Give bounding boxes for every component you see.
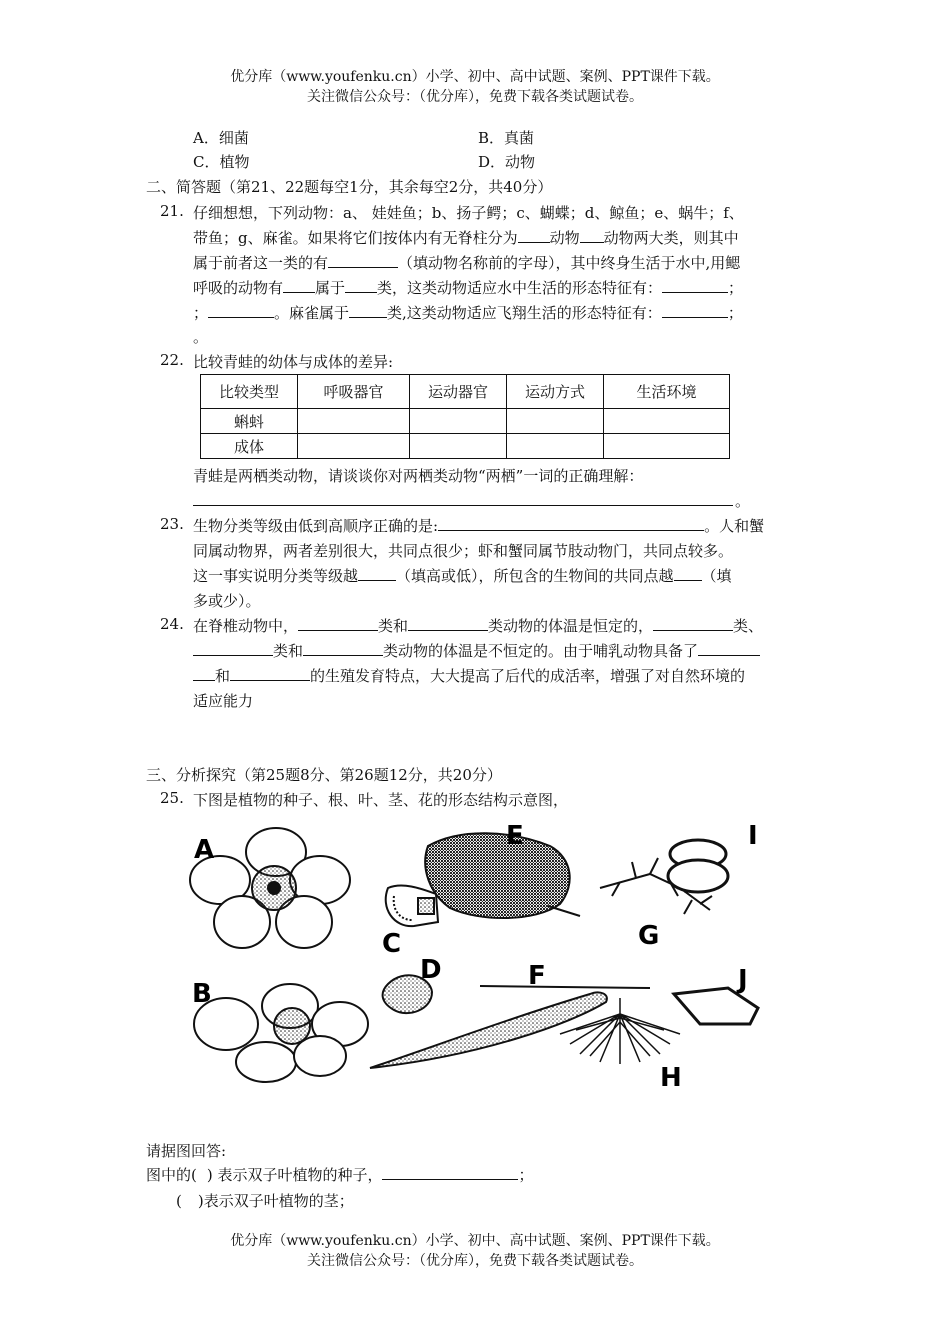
blank[interactable] [518, 228, 550, 243]
table-cell[interactable] [298, 434, 410, 459]
blank[interactable] [193, 666, 215, 681]
blank[interactable] [182, 1192, 198, 1206]
q25-line2: ( )表示双子叶植物的茎； [176, 1192, 354, 1210]
figure-label-c: C [382, 929, 402, 959]
flower-b-icon [194, 984, 368, 1082]
figure-label-b: B [192, 979, 212, 1009]
option-a: A．细菌 [193, 129, 249, 147]
blank[interactable] [438, 516, 704, 531]
q22-question: 青蛙是两栖类动物，请谈谈你对两栖类动物“两栖”一词的正确理解： [193, 467, 644, 485]
option-d: D．动物 [478, 153, 536, 171]
q23-line3: 这一事实说明分类等级越 （填高或低），所包含的生物间的共同点越 （填 [193, 567, 732, 585]
figure-label-d: D [420, 955, 442, 985]
comparison-table [200, 374, 730, 459]
q22-number: 22. [160, 351, 184, 369]
seed-c-icon [386, 886, 438, 927]
q24-line3: 和 的生殖发育特点，大大提高了后代的成活率，增强了对自然环境的 [193, 665, 745, 686]
page-footer-line1: 优分库（www.youfenku.cn）小学、初中、高中试题、案例、PPT课件下载。 [230, 1233, 720, 1249]
q21-number: 21. [160, 202, 184, 220]
table-cell[interactable] [298, 409, 410, 434]
blank[interactable] [662, 278, 728, 293]
figure-label-h: H [660, 1063, 682, 1093]
blank[interactable] [298, 616, 378, 631]
q25-line1: 图中的( ) 表示双子叶植物的种子， ； [146, 1166, 534, 1184]
q24-number: 24. [160, 615, 184, 633]
q25-intro: 下图是植物的种子、根、叶、茎、花的形态结构示意图， [193, 791, 569, 809]
q21-line6: 。 [193, 328, 209, 346]
answer-line[interactable] [193, 505, 733, 506]
q22-intro: 比较青蛙的幼体与成体的差异: [193, 353, 394, 371]
q21-line5: ； 。麻雀属于 类,这类动物适应飞翔生活的形态特征有： ； [193, 304, 743, 322]
figure-label-f: F [528, 961, 546, 991]
blank[interactable] [662, 303, 728, 318]
blank[interactable] [653, 616, 733, 631]
table-cell[interactable] [604, 409, 730, 434]
table-header: 生活环境 [604, 375, 730, 409]
section2-title: 二、简答题（第21、22题每空1分，其余每空2分，共40分） [146, 178, 553, 196]
figure-label-g: G [638, 921, 660, 951]
q25-prompt: 请据图回答: [146, 1142, 227, 1160]
table-cell[interactable] [507, 409, 604, 434]
seed-i-icon [668, 840, 728, 892]
q23-number: 23. [160, 515, 184, 533]
figure-label-e: E [506, 821, 524, 851]
blank[interactable] [193, 641, 273, 656]
blank[interactable] [382, 1165, 518, 1180]
blank[interactable] [283, 278, 315, 293]
table-cell[interactable] [604, 434, 730, 459]
leaf-e-icon [425, 833, 580, 918]
q23-line2: 同属动物界，两者差别很大，共同点很少；虾和蟹同属节肢动物门，共同点较多。 [193, 542, 734, 560]
table-cell[interactable] [410, 434, 507, 459]
blank[interactable] [408, 616, 488, 631]
q21-line2: 带鱼；g、麻雀。如果将它们按体内有无脊柱分为 动物 动物两大类，则其中 [193, 229, 739, 247]
figure-label-a: A [194, 835, 215, 865]
blank[interactable] [197, 1166, 207, 1180]
q23-line1: 生物分类等级由低到高顺序正确的是: 。人和蟹 [193, 517, 765, 535]
q23-line4: 多或少）。 [193, 592, 261, 610]
q22-end: 。 [735, 492, 751, 510]
table-row-label: 成体 [201, 434, 298, 459]
blank[interactable] [674, 566, 702, 581]
q21-line4: 呼吸的动物有 属于 类，这类动物适应水中生活的形态特征有： ； [193, 279, 744, 297]
table-header: 运动方式 [507, 375, 604, 409]
q24-line1: 在脊椎动物中， 类和 类动物的体温是恒定的， 类、 [193, 617, 764, 635]
q21-line3: 属于前者这一类的有 （填动物名称前的字母），其中终身生活于水中,用鳃 [193, 254, 741, 272]
page-header-line1: 优分库（www.youfenku.cn）小学、初中、高中试题、案例、PPT课件下载。 [230, 69, 720, 85]
blank[interactable] [303, 641, 383, 656]
table-header: 呼吸器官 [298, 375, 410, 409]
blank[interactable] [208, 303, 274, 318]
figure-label-j: J [738, 965, 748, 995]
blank[interactable] [345, 278, 377, 293]
q21-line1: 仔细想想，下列动物：a、 娃娃鱼；b、扬子鳄；c、蝴蝶；d、鲸鱼；e、蜗牛；f、 [193, 204, 744, 222]
blank[interactable] [580, 228, 604, 243]
option-c: C．植物 [193, 153, 250, 171]
figure-label-i: I [748, 821, 758, 851]
table-cell[interactable] [410, 409, 507, 434]
page-header-line2: 关注微信公众号：（优分库），免费下载各类试题试卷。 [307, 89, 643, 105]
blank[interactable] [328, 253, 398, 268]
plant-structure-figure [180, 818, 780, 1093]
q24-line2: 类和 类动物的体温是不恒定的。由于哺乳动物具备了 [193, 640, 760, 661]
table-cell[interactable] [507, 434, 604, 459]
page-footer-line2: 关注微信公众号：（优分库），免费下载各类试题试卷。 [307, 1253, 643, 1269]
option-b: B．真菌 [478, 129, 535, 147]
section3-title: 三、分析探究（第25题8分、第26题12分，共20分） [146, 766, 502, 784]
blank[interactable] [349, 303, 387, 318]
table-header: 比较类型 [201, 375, 298, 409]
table-row-label: 蝌蚪 [201, 409, 298, 434]
q24-line4: 适应能力 [193, 692, 254, 710]
blank[interactable] [698, 641, 760, 656]
blank[interactable] [358, 566, 396, 581]
blank[interactable] [230, 666, 310, 681]
q25-number: 25. [160, 789, 184, 807]
table-header: 运动器官 [410, 375, 507, 409]
